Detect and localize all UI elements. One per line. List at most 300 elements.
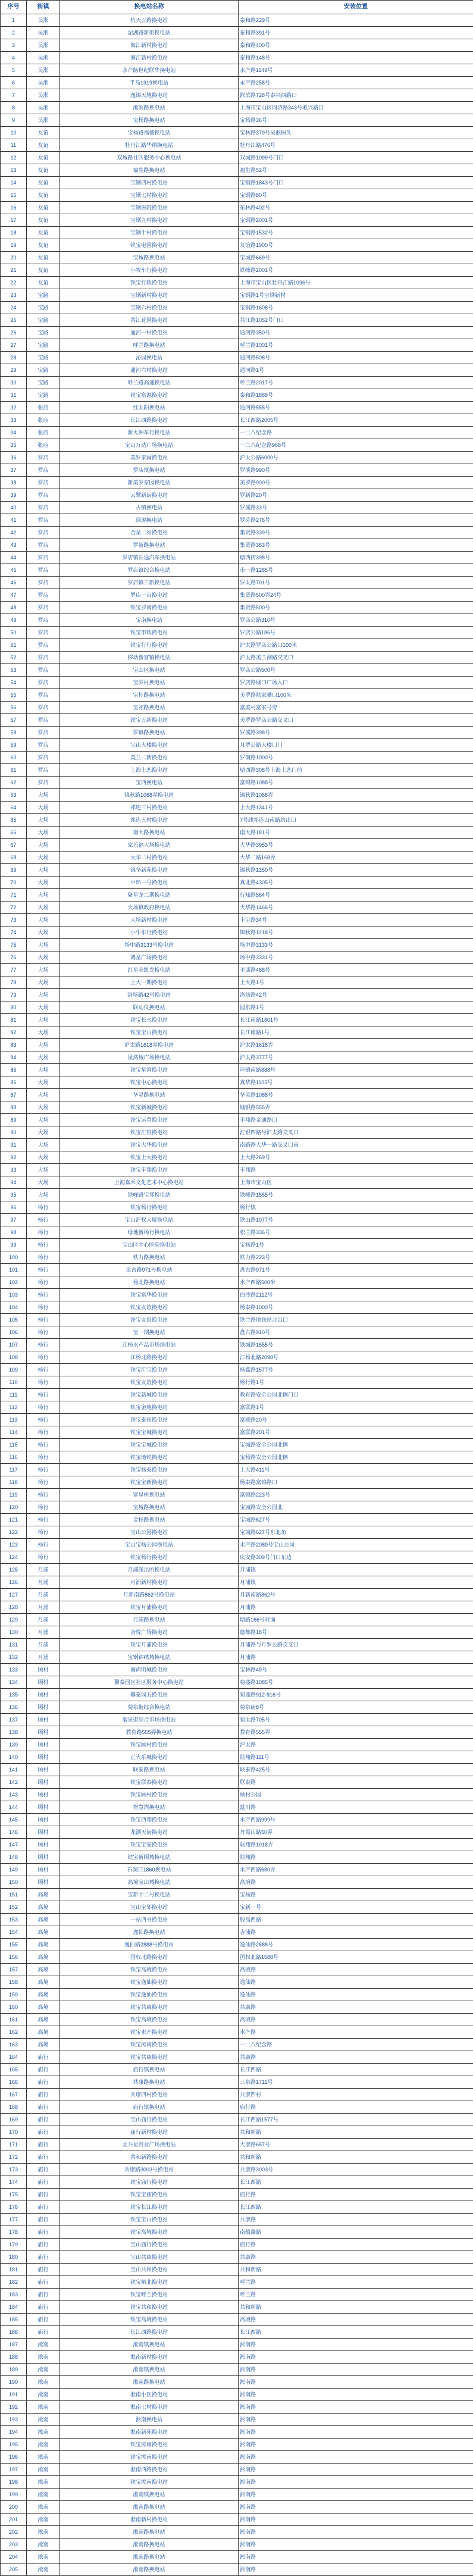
row-location: 通河路508号 xyxy=(239,352,473,364)
table-row xyxy=(1,976,473,989)
row-station-name: 宝城路换电站 xyxy=(60,252,239,264)
row-location: 淞南路 xyxy=(239,2539,473,2551)
table-row xyxy=(1,1139,473,1151)
row-number: 158 xyxy=(1,1976,27,1989)
table-row xyxy=(1,1964,473,1976)
table-row xyxy=(1,102,473,114)
row-location: 南大路181号 xyxy=(239,827,473,839)
row-number: 142 xyxy=(1,1776,27,1789)
row-town: 宝路 xyxy=(27,352,60,364)
row-station-name: 大场镇政府换电站 xyxy=(60,902,239,914)
row-number: 180 xyxy=(1,2251,27,2264)
row-station-name: 大场新村换电站 xyxy=(60,914,239,927)
row-station-name: 宝钢锦绣城换电站 xyxy=(60,1651,239,1664)
row-station-name: 铁宝顾村换电站 xyxy=(60,1739,239,1751)
row-town: 罗店 xyxy=(27,514,60,527)
row-number: 136 xyxy=(1,1701,27,1714)
row-number: 146 xyxy=(1,1826,27,1839)
table-row xyxy=(1,1264,473,1276)
row-location: 长江西路 xyxy=(239,2064,473,2076)
row-location: 淞南路 xyxy=(239,2439,473,2451)
row-number: 131 xyxy=(1,1639,27,1651)
row-number: 25 xyxy=(1,314,27,327)
row-station-name: 铁宝电园换电站 xyxy=(60,239,239,252)
row-location: 宝钢路1532号 xyxy=(239,227,473,239)
row-location: 环镇南路888号 xyxy=(239,1064,473,1076)
row-location: 宝城路627号 xyxy=(239,1514,473,1526)
table-row xyxy=(1,2139,473,2151)
row-location: 锦秋路1218号 xyxy=(239,927,473,939)
row-location: 陆翔路 xyxy=(239,1851,473,1864)
row-number: 12 xyxy=(1,152,27,164)
table-row xyxy=(1,2414,473,2426)
row-location: 泰和路148号 xyxy=(239,52,473,64)
row-number: 105 xyxy=(1,1314,27,1326)
row-station-name: 小牧车行换电站 xyxy=(60,264,239,277)
row-station-name: 华灵路换电站 xyxy=(60,1089,239,1101)
table-row xyxy=(1,2226,473,2239)
row-number: 97 xyxy=(1,1214,27,1226)
row-location: 宝钢路2001号 xyxy=(239,214,473,227)
row-town: 杨行 xyxy=(27,1414,60,1426)
row-location: 教育路安全公园北侧门口 xyxy=(239,1389,473,1401)
row-town: 顾村 xyxy=(27,1764,60,1776)
row-number: 30 xyxy=(1,377,27,389)
row-number: 138 xyxy=(1,1726,27,1739)
table-row xyxy=(1,2514,473,2526)
row-town: 罗店 xyxy=(27,502,60,514)
row-station-name: 宝西换电站 xyxy=(60,777,239,789)
row-location: 宝城路安全公园北侧 xyxy=(239,1439,473,1451)
table-row xyxy=(1,2201,473,2214)
row-location: 宝钢路1843号门口 xyxy=(239,177,473,189)
row-number: 151 xyxy=(1,1889,27,1901)
table-row xyxy=(1,314,473,327)
row-station-name: 铁宝丰翔换电站 xyxy=(60,1164,239,1176)
row-location: 淞南路 xyxy=(239,2564,473,2576)
row-town: 淞南 xyxy=(27,2339,60,2351)
row-town: 罗店 xyxy=(27,714,60,727)
row-station-name: 宝钢六村换电站 xyxy=(60,302,239,314)
row-number: 113 xyxy=(1,1414,27,1426)
table-row xyxy=(1,339,473,352)
table-row xyxy=(1,1814,473,1826)
row-number: 66 xyxy=(1,827,27,839)
table-row xyxy=(1,1439,473,1451)
row-station-name: 罗店镇综合换电站 xyxy=(60,564,239,577)
row-station-name: 祁连五村换电站 xyxy=(60,814,239,827)
table-row xyxy=(1,1751,473,1764)
row-location: 淞滨路728号泰兴西路口 xyxy=(239,89,473,102)
row-town: 大场 xyxy=(27,951,60,964)
row-location: 菊盛路912-916号 xyxy=(239,1689,473,1701)
row-station-name: 宝山公园换电站 xyxy=(60,1526,239,1539)
row-location: 塘西路308号上海上恋门前 xyxy=(239,764,473,777)
row-number: 107 xyxy=(1,1339,27,1351)
row-station-name: 铁宝月浦换电站 xyxy=(60,1601,239,1614)
row-number: 46 xyxy=(1,577,27,589)
row-location: 泰和路391号 xyxy=(239,27,473,39)
row-number: 140 xyxy=(1,1751,27,1764)
row-location: 永产路1149号 xyxy=(239,64,473,77)
table-row xyxy=(1,139,473,152)
row-number: 14 xyxy=(1,177,27,189)
row-number: 53 xyxy=(1,664,27,677)
row-town: 宝路 xyxy=(27,289,60,302)
row-town: 顾村 xyxy=(27,1814,60,1826)
row-town: 杨行 xyxy=(27,1489,60,1501)
row-number: 58 xyxy=(1,727,27,739)
row-location: 逸仙路2888号 xyxy=(239,1939,473,1951)
row-location: 一二八纪念路 xyxy=(239,427,473,439)
row-location: 月浦镇 xyxy=(239,1576,473,1589)
row-station-name: 海尚明城换电站 xyxy=(60,1664,239,1676)
table-row xyxy=(1,2464,473,2476)
row-station-name: 红星美凯龙换电站 xyxy=(60,964,239,976)
row-town: 大场 xyxy=(27,789,60,802)
row-location: 丰宝路34号 xyxy=(239,914,473,927)
row-number: 166 xyxy=(1,2076,27,2089)
row-town: 淞南 xyxy=(27,2439,60,2451)
row-number: 61 xyxy=(1,764,27,777)
row-station-name: 宝山庙行换电站 xyxy=(60,2239,239,2251)
row-station-name: 北斗星商业广场换电站 xyxy=(60,2139,239,2151)
row-location: 月浦路 xyxy=(239,1601,473,1614)
row-station-name: 馨泰园五换电站 xyxy=(60,1689,239,1701)
row-town: 月浦 xyxy=(27,1564,60,1576)
row-station-name: 家乐福大场换电站 xyxy=(60,839,239,852)
row-number: 190 xyxy=(1,2376,27,2389)
row-town: 大场 xyxy=(27,964,60,976)
row-town: 庙行 xyxy=(27,2126,60,2139)
row-number: 33 xyxy=(1,414,27,427)
table-row xyxy=(1,327,473,339)
row-town: 庙行 xyxy=(27,2114,60,2126)
table-row xyxy=(1,1189,473,1201)
row-number: 65 xyxy=(1,814,27,827)
row-town: 月浦 xyxy=(27,1589,60,1601)
row-station-name: 呼兰路高速换电站 xyxy=(60,377,239,389)
row-number: 2 xyxy=(1,27,27,39)
row-number: 170 xyxy=(1,2126,27,2139)
table-row xyxy=(1,1364,473,1376)
row-town: 罗店 xyxy=(27,552,60,564)
row-location: 联泰路425号 xyxy=(239,1764,473,1776)
row-town: 大场 xyxy=(27,1139,60,1151)
table-row xyxy=(1,2439,473,2451)
table-row xyxy=(1,1126,473,1139)
row-station-name: 教育路555弄换电站 xyxy=(60,1726,239,1739)
row-station-name: 呼兰路换电站 xyxy=(60,339,239,352)
table-row xyxy=(1,52,473,64)
row-town: 罗店 xyxy=(27,639,60,652)
row-station-name: 铁宝友谊换电站 xyxy=(60,1314,239,1326)
table-row xyxy=(1,1876,473,1889)
row-station-name: 宝山沪权大厦换电站 xyxy=(60,1214,239,1226)
table-row xyxy=(1,1239,473,1251)
row-location: 沪太路美兰湖路交叉口 xyxy=(239,652,473,664)
table-row xyxy=(1,502,473,514)
row-number: 7 xyxy=(1,89,27,102)
row-station-name: 宝新十二号换电站 xyxy=(60,1889,239,1901)
row-number: 161 xyxy=(1,2014,27,2026)
row-location: 沪太路1618弄 xyxy=(239,1039,473,1051)
row-town: 月浦 xyxy=(27,1601,60,1614)
row-number: 182 xyxy=(1,2276,27,2289)
table-row xyxy=(1,1051,473,1064)
table-row xyxy=(1,639,473,652)
row-station-name: 绿源换电站 xyxy=(60,514,239,527)
row-location: 高境路 xyxy=(239,1964,473,1976)
table-row xyxy=(1,1939,473,1951)
row-number: 39 xyxy=(1,489,27,502)
row-number: 117 xyxy=(1,1464,27,1476)
table-row xyxy=(1,514,473,527)
row-location: 陆翔路1018弄 xyxy=(239,1839,473,1851)
row-station-name: 罗店镇三新换电站 xyxy=(60,577,239,589)
row-station-name: 宝杨路换电站 xyxy=(60,114,239,127)
row-town: 大场 xyxy=(27,827,60,839)
row-number: 204 xyxy=(1,2551,27,2564)
row-station-name: 宝一期换电站 xyxy=(60,1326,239,1339)
row-station-name: 宝山大楼换电站 xyxy=(60,739,239,752)
row-town: 淞南 xyxy=(27,2489,60,2501)
row-station-name: 通河一村换电站 xyxy=(60,327,239,339)
row-location: 共江路1052号门口 xyxy=(239,314,473,327)
row-number: 86 xyxy=(1,1076,27,1089)
row-location: 福生路52号 xyxy=(239,164,473,177)
row-location: 杨泰路富锦路口 xyxy=(239,1476,473,1489)
table-row xyxy=(1,2289,473,2301)
table-row xyxy=(1,364,473,377)
table-row xyxy=(1,427,473,439)
row-town: 庙行 xyxy=(27,2314,60,2326)
row-town: 庙行 xyxy=(27,2076,60,2089)
row-number: 187 xyxy=(1,2339,27,2351)
row-location: 高境路 xyxy=(239,2314,473,2326)
row-number: 13 xyxy=(1,164,27,177)
row-station-name: 一站西书换电站 xyxy=(60,1914,239,1926)
row-town: 大场 xyxy=(27,1164,60,1176)
row-location: 大华二路168弄 xyxy=(239,852,473,864)
row-station-name: 铁宝逸仙换电站 xyxy=(60,1976,239,1989)
table-row xyxy=(1,1614,473,1626)
row-location: 宝城路627号东北角 xyxy=(239,1526,473,1539)
row-location: 长江西路 xyxy=(239,2176,473,2189)
row-number: 18 xyxy=(1,227,27,239)
row-number: 51 xyxy=(1,639,27,652)
row-location: 上大路411号 xyxy=(239,1464,473,1476)
table-row xyxy=(1,177,473,189)
row-number: 110 xyxy=(1,1376,27,1389)
row-number: 133 xyxy=(1,1664,27,1676)
row-town: 友谊 xyxy=(27,189,60,202)
table-row xyxy=(1,2076,473,2089)
row-town: 高境 xyxy=(27,1989,60,2001)
row-number: 147 xyxy=(1,1839,27,1851)
row-station-name: 金星二站换电站 xyxy=(60,527,239,539)
row-location: 铁峰路1555号 xyxy=(239,1189,473,1201)
row-town: 顾村 xyxy=(27,1826,60,1839)
row-town: 罗店 xyxy=(27,577,60,589)
row-location: 上大路1341号 xyxy=(239,802,473,814)
row-town: 罗店 xyxy=(27,677,60,689)
row-station-name: 淞南新苑换电站 xyxy=(60,2426,239,2439)
row-station-name: 铁宝上大换电站 xyxy=(60,1151,239,1164)
row-station-name: 宝钢医院换电站 xyxy=(60,202,239,214)
row-location: 杨行路1号 xyxy=(239,1376,473,1389)
row-location: 共康路 xyxy=(239,2251,473,2264)
row-number: 168 xyxy=(1,2101,27,2114)
table-row xyxy=(1,2301,473,2314)
table-row xyxy=(1,127,473,139)
row-town: 罗店 xyxy=(27,739,60,752)
row-number: 21 xyxy=(1,264,27,277)
table-row xyxy=(1,577,473,589)
row-town: 杨行 xyxy=(27,1539,60,1551)
row-town: 大场 xyxy=(27,1001,60,1014)
table-row xyxy=(1,477,473,489)
row-location: 上海市宝山区 xyxy=(239,1176,473,1189)
table-row xyxy=(1,164,473,177)
table-row xyxy=(1,877,473,889)
table-row xyxy=(1,2314,473,2326)
row-number: 27 xyxy=(1,339,27,352)
row-station-name: 铁宝高境换电站 xyxy=(60,2226,239,2239)
table-row xyxy=(1,739,473,752)
row-location: 罗店公路500号 xyxy=(239,664,473,677)
row-location: 高境路 xyxy=(239,2014,473,2026)
row-number: 42 xyxy=(1,527,27,539)
row-location: 淞南路 xyxy=(239,2476,473,2489)
table-row xyxy=(1,689,473,702)
row-number: 198 xyxy=(1,2476,27,2489)
row-town: 淞南 xyxy=(27,2414,60,2426)
row-town: 杨行 xyxy=(27,1276,60,1289)
row-number: 83 xyxy=(1,1039,27,1051)
row-location: 淞南路 xyxy=(239,2401,473,2414)
row-town: 大场 xyxy=(27,852,60,864)
row-town: 杨行 xyxy=(27,1389,60,1401)
row-town: 杨行 xyxy=(27,1401,60,1414)
table-row xyxy=(1,2551,473,2564)
row-station-name: 铁宝杨行换电站 xyxy=(60,1551,239,1564)
row-number: 47 xyxy=(1,589,27,602)
table-row xyxy=(1,702,473,714)
row-station-name: 铁宝运营换电站 xyxy=(60,1114,239,1126)
row-location: 淞南路 xyxy=(239,2514,473,2526)
table-row xyxy=(1,1476,473,1489)
row-number: 200 xyxy=(1,2501,27,2514)
row-number: 96 xyxy=(1,1201,27,1214)
row-town: 罗店 xyxy=(27,689,60,702)
row-town: 庙行 xyxy=(27,2201,60,2214)
row-number: 102 xyxy=(1,1276,27,1289)
row-station-name: 高境宝山城换电站 xyxy=(60,1876,239,1889)
table-row xyxy=(1,1989,473,2001)
row-town: 杨行 xyxy=(27,1301,60,1314)
table-row xyxy=(1,2239,473,2251)
row-number: 60 xyxy=(1,752,27,764)
row-number: 63 xyxy=(1,789,27,802)
row-town: 高境 xyxy=(27,2001,60,2014)
row-town: 友谊 xyxy=(27,214,60,227)
row-station-name: 铁峰路宝邻换电站 xyxy=(60,1189,239,1201)
row-town: 罗店 xyxy=(27,602,60,614)
row-station-name: 永产路世纪联华换电站 xyxy=(60,64,239,77)
row-number: 70 xyxy=(1,877,27,889)
row-town: 吴淞 xyxy=(27,114,60,127)
row-station-name: 古镇换电站 xyxy=(60,502,239,514)
table-row xyxy=(1,1501,473,1514)
row-town: 大场 xyxy=(27,814,60,827)
row-town: 庙行 xyxy=(27,2239,60,2251)
row-town: 大场 xyxy=(27,1014,60,1026)
table-row xyxy=(1,402,473,414)
row-number: 108 xyxy=(1,1351,27,1364)
row-number: 123 xyxy=(1,1539,27,1551)
row-town: 顾村 xyxy=(27,1751,60,1764)
row-location: 沪太公路6000号 xyxy=(239,452,473,464)
row-town: 淞南 xyxy=(27,2426,60,2439)
row-number: 72 xyxy=(1,902,27,914)
row-number: 159 xyxy=(1,1989,27,2001)
row-location: 宝城路669号 xyxy=(239,252,473,264)
row-town: 淞南 xyxy=(27,2526,60,2539)
row-town: 杨行 xyxy=(27,1451,60,1464)
row-number: 34 xyxy=(1,427,27,439)
row-town: 张庙 xyxy=(27,439,60,452)
row-number: 194 xyxy=(1,2426,27,2439)
row-town: 庙行 xyxy=(27,2226,60,2239)
row-number: 50 xyxy=(1,627,27,639)
row-location: 铁兰路地铁站北出口 xyxy=(239,1314,473,1326)
table-row xyxy=(1,1151,473,1164)
table-row xyxy=(1,1451,473,1464)
row-number: 15 xyxy=(1,189,27,202)
table-row xyxy=(1,1039,473,1051)
row-location: 大康路657号 xyxy=(239,2139,473,2151)
row-town: 友谊 xyxy=(27,164,60,177)
row-town: 罗店 xyxy=(27,464,60,477)
row-number: 135 xyxy=(1,1689,27,1701)
row-location: 富联路1号 xyxy=(239,1401,473,1414)
row-town: 淞南 xyxy=(27,2351,60,2364)
row-location: 场中路3331号 xyxy=(239,951,473,964)
row-station-name: 淞南西路换电站 xyxy=(60,2464,239,2476)
row-station-name: 铁宝高境换电站 xyxy=(60,2314,239,2326)
table-row xyxy=(1,2339,473,2351)
table-row xyxy=(1,2039,473,2051)
table-row xyxy=(1,1901,473,1914)
row-town: 高境 xyxy=(27,1926,60,1939)
row-location: 永产路258号 xyxy=(239,77,473,89)
row-town: 淞南 xyxy=(27,2564,60,2576)
row-location: 上大路1号 xyxy=(239,976,473,989)
row-town: 顾村 xyxy=(27,1876,60,1889)
row-station-name: 罗店镇换电站 xyxy=(60,464,239,477)
table-row xyxy=(1,1601,473,1614)
table-row xyxy=(1,527,473,539)
row-station-name: 聚星龙二期换电站 xyxy=(60,889,239,902)
row-location: 宝杨路 xyxy=(239,1889,473,1901)
row-number: 177 xyxy=(1,2214,27,2226)
row-number: 26 xyxy=(1,327,27,339)
row-town: 淞南 xyxy=(27,2364,60,2376)
table-row xyxy=(1,1064,473,1076)
row-location: 7号线祁连山南路站出口 xyxy=(239,814,473,827)
row-town: 月浦 xyxy=(27,1576,60,1589)
